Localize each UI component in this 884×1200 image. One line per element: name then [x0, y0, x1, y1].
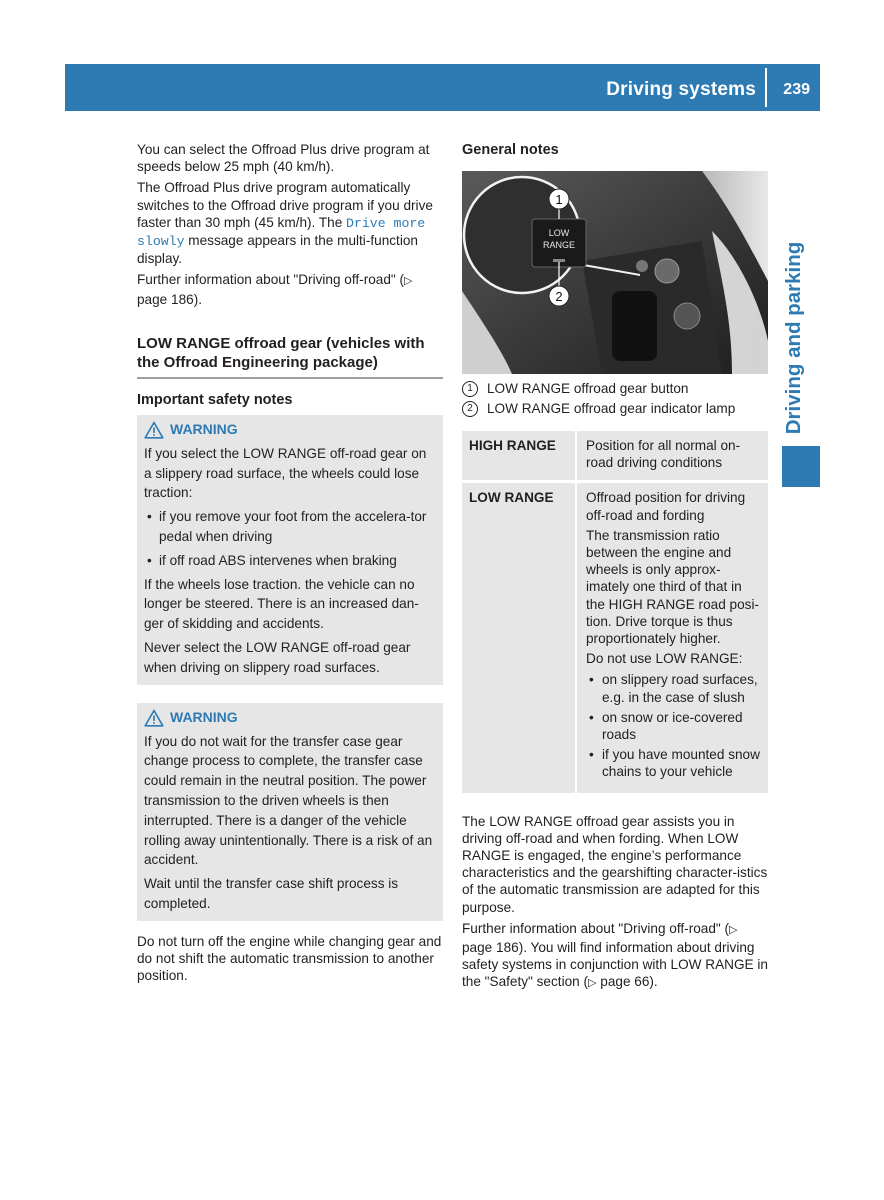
warning-box [137, 703, 443, 921]
console-illustration [462, 171, 768, 374]
range-table [462, 431, 768, 793]
table-row [462, 483, 768, 792]
callout-number: 1 [462, 381, 478, 397]
warning-text: Wait until the transfer case shift process is completed. [144, 876, 399, 911]
button-label-low: LOW [548, 228, 570, 238]
range-value: Do not use LOW RANGE: [586, 651, 743, 667]
right-column [462, 141, 768, 993]
page-number: 239 [783, 81, 810, 98]
warning-list [144, 507, 436, 570]
paragraph: You can select the Offroad Plus drive program at speeds below 25 mph (40 km/h). [137, 142, 430, 175]
subheading: General notes [462, 142, 559, 158]
left-column [137, 141, 443, 984]
header-divider [765, 68, 767, 107]
paragraph: The Offroad Plus drive program automatically switches to the Offroad drive program if you drive faster than 30 mph (45 km/h). The Drive more slowly message appears in the multi-function display. [137, 180, 433, 267]
section-title: Driving systems [606, 79, 756, 100]
warning-icon [144, 421, 164, 439]
callout-number: 2 [462, 401, 478, 417]
callout-1: 1 [555, 192, 563, 207]
range-key: HIGH RANGE [462, 431, 577, 483]
subheading: Important safety notes [137, 391, 293, 408]
caption-text: LOW RANGE offroad gear indicator lamp [487, 401, 736, 416]
button-label-range: RANGE [542, 240, 576, 250]
warning-box [137, 415, 443, 685]
paragraph-reference: Further information about "Driving off-road" (▷ page 186). [137, 272, 413, 307]
section-heading: LOW RANGE offroad gear (vehicles with the Offroad Engineering package) [137, 334, 443, 379]
list-item: • if you have mounted snow chains to your vehicle [586, 746, 760, 780]
page-ref-icon: ▷ [729, 923, 738, 936]
side-tab-marker [782, 446, 820, 487]
header-bar [65, 64, 820, 111]
list-item: • on slippery road surfaces, e.g. in the case of slush [586, 671, 760, 705]
warning-label: WARNING [170, 420, 238, 437]
range-value: The transmission ratio between the engine and wheels is only approx-imately one third of that in the HIGH RANGE road posi-tion. Drive torque is thus proportionately higher. [586, 527, 760, 647]
range-value: Position for all normal on-road driving conditions [577, 431, 768, 483]
warning-text: If you select the LOW RANGE off-road gear on a slippery road surface, the wheels could lose traction: [144, 445, 427, 501]
list-item: • if off road ABS intervenes when braking [144, 551, 436, 571]
paragraph: Do not turn off the engine while changing gear and do not shift the automatic transmission to another position. [137, 933, 442, 984]
warning-header [144, 707, 436, 729]
range-list [586, 671, 760, 780]
page-ref-icon: ▷ [404, 275, 413, 288]
side-tab-label: Driving and parking [782, 241, 805, 435]
warning-text: If the wheels lose traction. the vehicle can no longer be steered. There is an increased dan-ger of skidding and accidents. [144, 576, 419, 632]
list-item: • if you remove your foot from the accelera-tor pedal when driving [144, 507, 436, 547]
gear-button-photo [462, 171, 768, 374]
display-message: Drive more slowly [137, 215, 426, 250]
caption-item [462, 399, 768, 419]
caption-item [462, 379, 768, 399]
range-key: LOW RANGE [462, 483, 577, 792]
range-value-cell [577, 483, 768, 792]
warning-header [144, 419, 436, 441]
paragraph-reference: Further information about "Driving off-road" (▷ page 186). You will find information about driving safety systems in conjunction with LOW RANGE in the "Safety" section (▷ page 66). [462, 920, 768, 990]
caption-list [462, 379, 768, 419]
range-value: Offroad position for driving off-road and fording [586, 490, 746, 523]
list-item: • on snow or ice-covered roads [586, 709, 760, 743]
warning-label: WARNING [170, 708, 238, 725]
warning-text: Never select the LOW RANGE off-road gear when driving on slippery road surfaces. [144, 640, 411, 675]
table-row [462, 431, 768, 483]
warning-icon [144, 709, 164, 727]
photo-code: P54.25-9978-31 [753, 313, 762, 371]
page-ref-icon: ▷ [588, 977, 597, 990]
paragraph: The LOW RANGE offroad gear assists you in driving off-road and when fording. When LOW RANGE is engaged, the engine’s performance characteristics and the gearshifting character-istics of the automatic transmission are adapted for this purpose. [462, 813, 768, 915]
callout-2: 2 [555, 289, 563, 304]
warning-text: If you do not wait for the transfer case gear change process to complete, the transfer case could remain in the neutral position. The power transmission to the driven wheels is then interrupted. There is a danger of the vehicle rolling away unintentionally. There is a risk of an accident. [144, 733, 433, 868]
caption-text: LOW RANGE offroad gear button [487, 381, 689, 396]
